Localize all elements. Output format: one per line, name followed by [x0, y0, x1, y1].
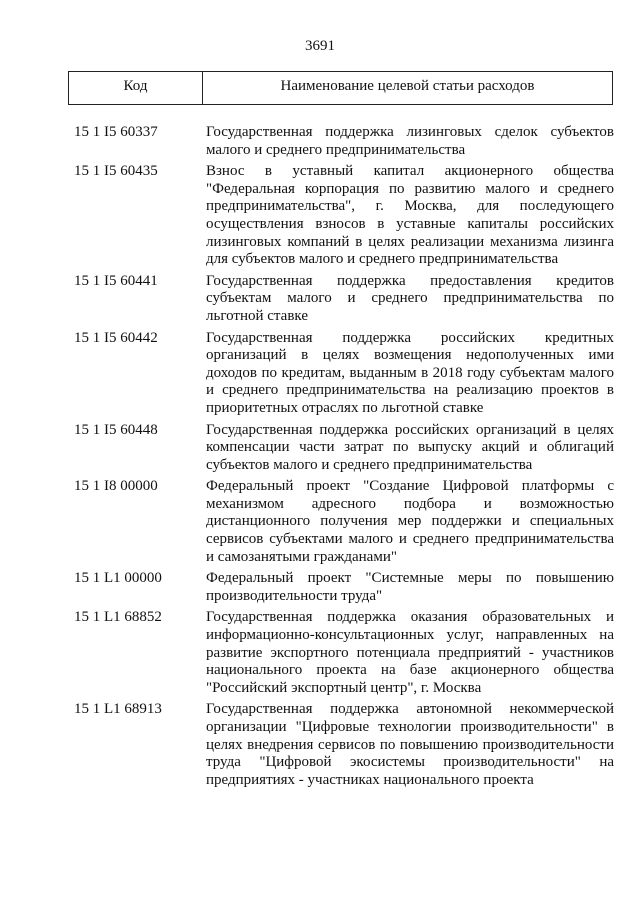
row-description: Государственная поддержка автономной некоммерческой организации "Цифровые технологии производительности" в целях внедрения сервисов по повышению производительности труда "Цифровой экосистемы производительности" на предприятиях - участниках национального проекта — [206, 701, 614, 788]
row-code: 15 1 I5 60441 — [74, 272, 158, 289]
table-row — [74, 478, 614, 566]
row-description: Федеральный проект "Создание Цифровой платформы с механизмом адресного подбора и возможностью дистанционного получения мер поддержки и специальных сервисов субъектами малого и среднего предпринимательства и самозанятыми гражданами" — [206, 478, 614, 565]
table-row — [74, 609, 614, 697]
row-code: 15 1 I8 00000 — [74, 478, 158, 495]
row-description: Государственная поддержка российских кредитных организаций в целях возмещения недополученных ими доходов по кредитам, выданным в 2018 году субъектам малого и среднего предпринимательства на реализацию проектов в приоритетных отраслях по льготной ставке — [206, 329, 614, 416]
table-row — [74, 124, 614, 159]
row-code: 15 1 I5 60435 — [74, 163, 158, 180]
page-number: 3691 — [305, 38, 335, 54]
table-row — [74, 273, 614, 326]
row-code: 15 1 L1 68852 — [74, 609, 162, 626]
table-row — [74, 330, 614, 418]
row-code: 15 1 L1 00000 — [74, 570, 162, 587]
header-name: Наименование целевой статьи расходов — [280, 78, 535, 94]
row-description: Государственная поддержка лизинговых сделок субъектов малого и среднего предпринимательства — [206, 124, 614, 158]
table-row — [74, 570, 614, 605]
row-description: Государственная поддержка российских организаций в целях компенсации части затрат по выпуску акций и облигаций субъектов малого и среднего предпринимательства — [206, 421, 614, 473]
row-description: Государственная поддержка оказания образовательных и информационно-консультационных услуг, направленных на развитие экспортного потенциала предприятий - участников национального проекта на базе акционерного общества "Российский экспортный центр", г. Москва — [206, 609, 614, 696]
table-row — [74, 163, 614, 269]
header-code: Код — [69, 72, 203, 104]
row-code: 15 1 I5 60448 — [74, 421, 158, 438]
row-description: Федеральный проект "Системные меры по повышению производительности труда" — [206, 570, 614, 604]
row-code: 15 1 I5 60337 — [74, 124, 158, 140]
table-row — [74, 422, 614, 475]
table-row — [74, 701, 614, 789]
table-header — [68, 71, 613, 105]
row-description: Государственная поддержка предоставления кредитов субъектам малого и среднего предпринимательства по льготной ставке — [206, 272, 614, 324]
row-code: 15 1 I5 60442 — [74, 329, 158, 346]
row-description: Взнос в уставный капитал акционерного общества "Федеральная корпорация по развитию малого и среднего предпринимательства", г. Москва, для последующего осуществления взносов в уставные капиталы российских лизинговых компаний в целях реализации механизма лизинга для субъектов малого и среднего предпринимательства — [206, 163, 614, 268]
row-code: 15 1 L1 68913 — [74, 701, 162, 718]
budget-items-list — [74, 124, 614, 793]
